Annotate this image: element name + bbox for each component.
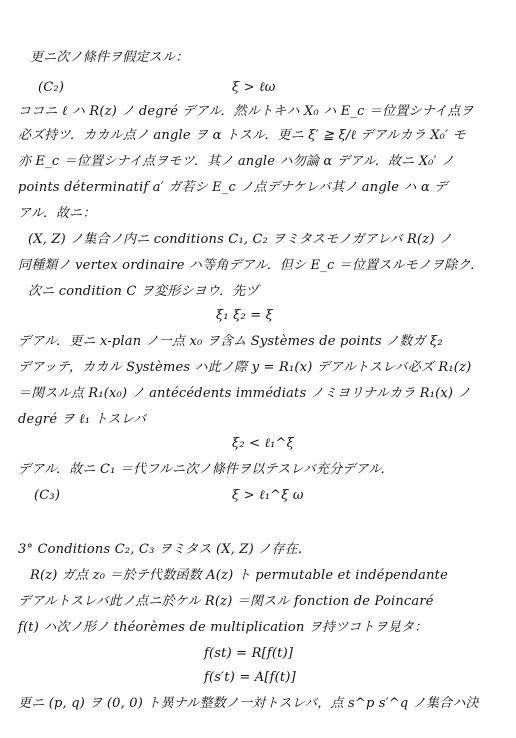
equation: ξ₂ < ℓ₁^ξ (232, 436, 295, 451)
text-line: ココニ ℓ ハ R(z) ノ degré デアル．然ルトキハ X₀ ハ E_c ＝位置シナイ点ヲ (18, 104, 474, 119)
text-line: points déterminatif a′ ガ若シ E_c ノ点デナケレバ其ノ angle ハ α デ (18, 180, 448, 195)
equation: ξ₁ ξ₂ = ξ (216, 308, 273, 323)
text-line: 更ニ次ノ條件ヲ假定スル： (30, 50, 189, 65)
text-line: degré ヲ ℓ₁ トスレバ (18, 412, 147, 427)
text-line: 必ズ持ツ．カカル点ノ angle ヲ α トスル．更ニ ξ′ ≧ ξ/ℓ デアルカラ X₀′ モ (18, 128, 466, 143)
text-line: ＝関スル点 R₁(x₀) ノ antécédents immédiats ノミヨリナルカラ R₁(x) ノ (18, 386, 471, 401)
condition-label: (C₃) (34, 488, 61, 503)
text-line: デアル．故ニ C₁ ＝代フルニ次ノ條件ヲ以テスレバ充分デアル． (18, 462, 394, 477)
text-line: デアル．更ニ x-plan ノ一点 x₀ ヲ含ム Systèmes de points ノ数ガ ξ₂ (18, 334, 443, 349)
text-line: アル．故ニ： (18, 206, 96, 221)
text-line: f(t) ハ次ノ形ノ théorèmes de multiplication ヲ持ツコトヲ見タ： (18, 620, 428, 635)
equation: ξ > ℓ₁^ξ ω (232, 488, 304, 503)
equation: ξ > ℓω (232, 80, 276, 95)
text-line: デアルトスレバ此ノ点ニ於ケル R(z) ＝関スル fonction de Poincaré (18, 594, 434, 609)
equation: f(st) = R[f(t)] (204, 646, 294, 661)
condition-label: (C₂) (38, 80, 65, 95)
text-line: 同種類ノ vertex ordinaire ハ等角デアル．但シ E_c ＝位置スルモノヲ除ク． (18, 258, 484, 273)
equation: f(s′t) = A[f(t)] (204, 670, 296, 685)
section-heading: 3° Conditions C₂, C₃ ヲミタス (X, Z) ノ存在． (18, 542, 311, 557)
text-line: 更ニ (p, q) ヲ (0, 0) ト異ナル整数ノ一対トスレバ，点 s^p s′^q ノ集合ハ決 (18, 696, 479, 711)
text-line: (X, Z) ノ集合ノ内ニ conditions C₁, C₂ ヲミタスモノガアレバ R(z) ノ (28, 232, 453, 247)
text-line: R(z) ガ点 z₀ ＝於テ代数函数 A(z) ト permutable et indépendante (30, 568, 448, 583)
text-line: デアッテ，カカル Systèmes ハ此ノ際 y = R₁(x) デアルトスレバ必ズ R₁(z) (18, 360, 472, 375)
text-line: 次ニ condition C ヲ変形シヨウ．先ヅ (28, 284, 259, 299)
text-line: 亦 E_c ＝位置シナイ点ヲモツ．其ノ angle ハ勿論 α デアル．故ニ X₀′ ノ (18, 154, 455, 169)
